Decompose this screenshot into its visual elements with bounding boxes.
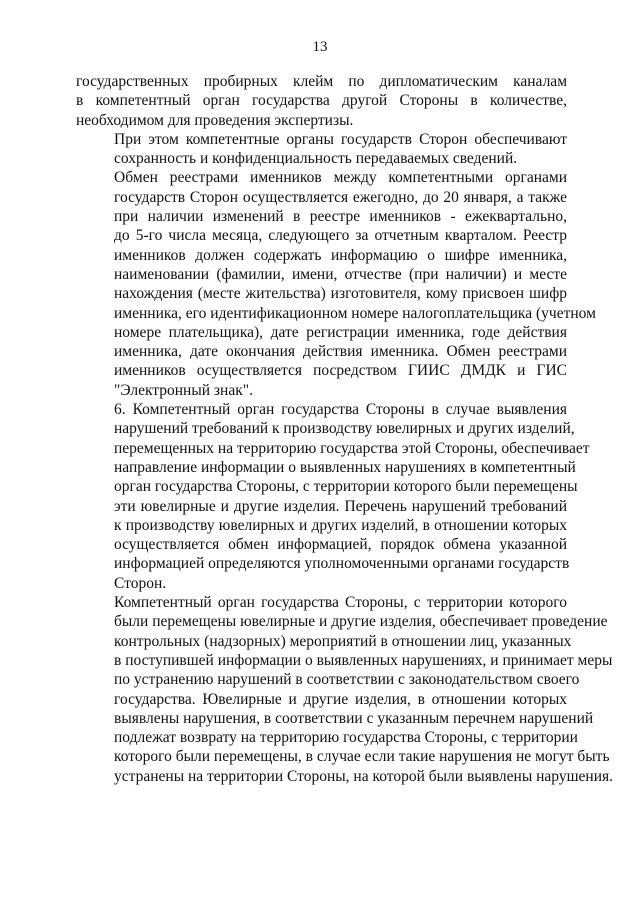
text-line: государственных пробирных клейм по дипломатическим каналам [76,73,567,90]
text-line: номере плательщика), дате регистрации именника, годе действия [114,323,567,341]
text-line: "Электронный знак". [114,381,253,399]
text-line: Обмен реестрами именников между компетентными органами [114,169,567,187]
text-line: именников осуществляется посредством ГИИС ДМДК и ГИС [114,362,567,380]
text-line: устранены на территории Стороны, на которой были выявлены нарушения. [114,767,614,785]
text-line: именника, его идентификационном номере налогоплательщика (учетном [114,304,596,322]
text-line: направление информации о выявленных нарушениях в компетентный [114,458,576,476]
text-line: При этом компетентные органы государств Сторон обеспечивают [114,130,567,148]
text-line: сохранность и конфиденциальность передаваемых сведений. [114,150,518,168]
page-number: 13 [312,39,328,55]
paragraph-confidentiality [76,130,567,169]
text-line: наименовании (фамилии, имени, отчестве (при наличии) и месте [114,265,567,283]
text-line: именников должен содержать информацию о шифре именника, [114,246,567,264]
text-line: эти ювелирные и другие изделия. Перечень нарушений требований [114,497,567,515]
text-line: Компетентный орган государства Стороны, с территории которого [114,594,567,612]
paragraph-section-6 [76,400,590,593]
text-line: подлежат возврату на территорию государства Стороны, с территории [114,729,578,747]
document-body [76,72,614,786]
paragraph-control-measures [76,593,614,786]
text-line: в поступившей информации о выявленных нарушениях, и принимает меры [114,651,613,669]
text-line: которого были перемещены, в случае если такие нарушения не могут быть [114,748,610,766]
text-line: государства. Ювелирные и другие изделия, в отношении которых [114,690,567,708]
text-line: при наличии изменений в реестре именников - ежеквартально, [114,208,567,226]
text-line: в компетентный орган государства другой Стороны в количестве, [76,92,567,110]
text-line: 6. Компетентный орган государства Стороны в случае выявления [114,401,567,419]
text-line: необходимом для проведения экспертизы. [76,111,354,129]
text-line: нахождения (месте жительства) изготовителя, кому присвоен шифр [114,285,567,303]
text-line: Сторон. [114,574,167,592]
text-line: выявлены нарушения, в соответствии с указанным перечнем нарушений [114,709,594,727]
text-line: к производству ювелирных и других изделий, в отношении которых [114,516,567,534]
text-line: государств Сторон осуществляется ежегодно, до 20 января, а также [114,188,567,206]
text-line: были перемещены ювелирные и другие изделия, обеспечивает проведение [114,613,608,631]
text-line: именника, дате окончания действия именника. Обмен реестрами [114,343,567,361]
text-line: контрольных (надзорных) мероприятий в отношении лиц, указанных [114,632,572,650]
text-line: осуществляется обмен информацией, порядок обмена указанной [114,536,567,554]
text-line: по устранению нарушений в соответствии с законодательством своего [114,671,580,689]
paragraph-samples-shipment [76,72,567,130]
text-line: орган государства Стороны, с территории которого были перемещены [114,478,578,496]
text-line: до 5-го числа месяца, следующего за отчетным кварталом. Реестр [114,227,567,245]
text-line: перемещенных на территорию государства этой Стороны, обеспечивает [114,439,590,457]
paragraph-registry-exchange [76,168,596,400]
text-line: информацией определяются уполномоченными органами государств [114,555,570,573]
text-line: нарушений требований к производству ювелирных и других изделий, [114,420,575,438]
